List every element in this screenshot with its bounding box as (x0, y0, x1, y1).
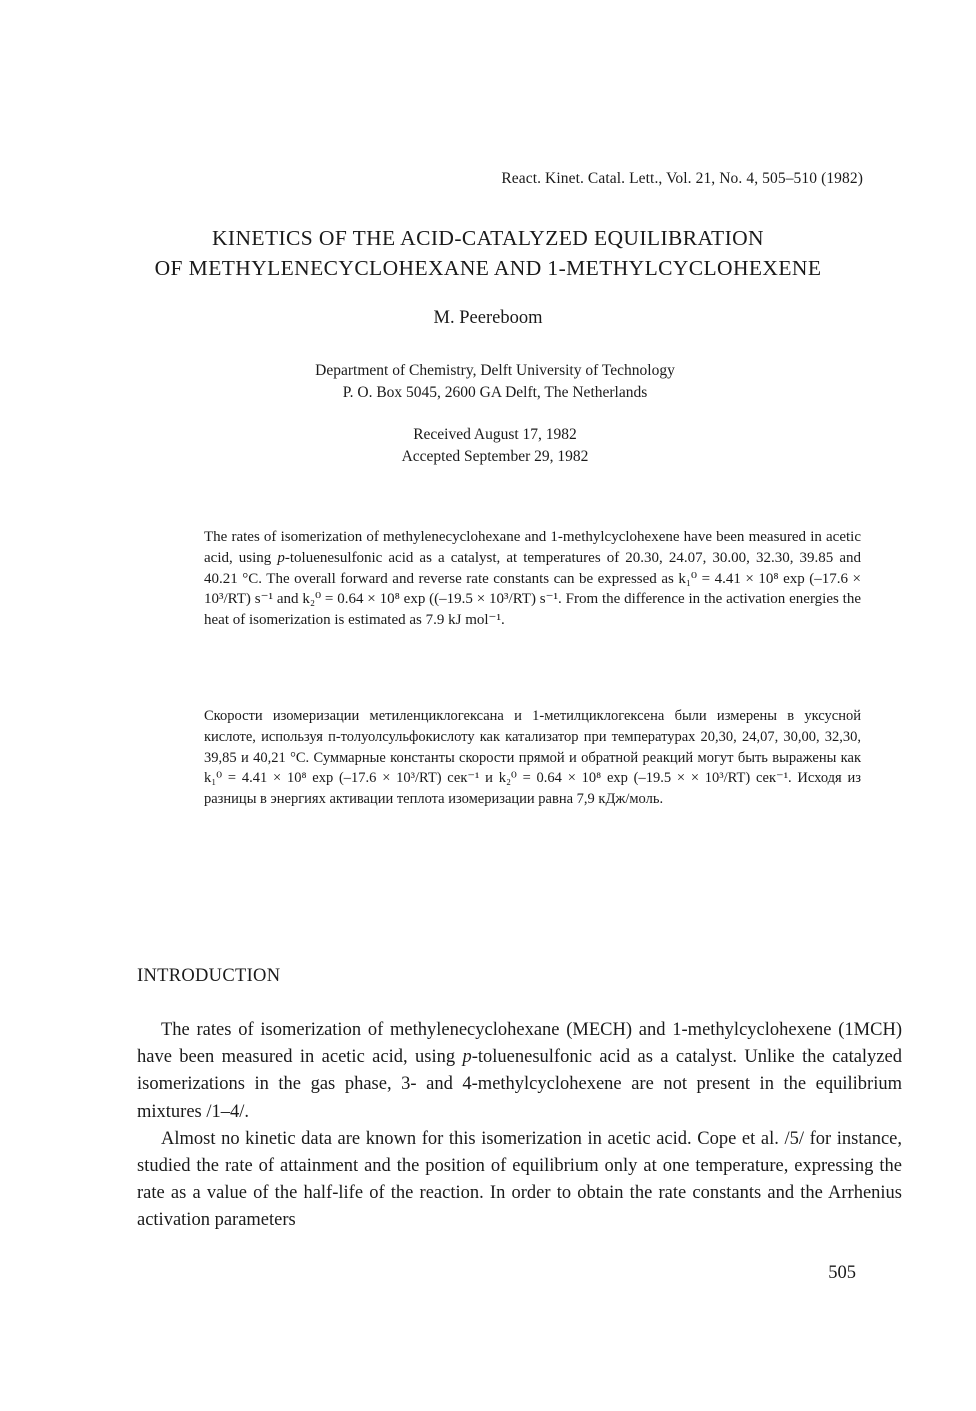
abstract-english (204, 527, 861, 631)
affiliation-line-1: Department of Chemistry, Delft University of Technology (315, 362, 675, 379)
journal-citation: React. Kinet. Catal. Lett., Vol. 21, No. 4, 505–510 (1982) (501, 170, 863, 187)
paper-title (0, 223, 976, 283)
abstract-english-text: The rates of isomerization of methylenecyclohexane and 1-methylcyclohexene have been measured in acetic acid, using p-toluenesulfonic acid as a catalyst, at temperatures of 20.30, 24.07, 30.00, 32.30, 39.85 and 40.21 °C. The overall forward and reverse rate constants can be expressed as k₁⁰ = 4.41 × 10⁸ exp (–17.6 × 10³/RT) s⁻¹ and k₂⁰ = 0.64 × 10⁸ exp ((–19.5 × 10³/RT) s⁻¹. From the difference in the activation energies the heat of isomerization is estimated as 7.9 kJ mol⁻¹. (204, 529, 861, 629)
received-date: Received August 17, 1982 (413, 426, 577, 443)
dates (0, 424, 976, 468)
introduction-paragraph-2: Almost no kinetic data are known for this isomerization in acetic acid. Cope et al. /5/ for instance, studied the rate of attainment and the position of equilibrium only at one temperature, expressing the rate as a value of the half-life of the reaction. In order to obtain the rate constants and the Arrhenius activation parameters (137, 1128, 902, 1231)
introduction-body (137, 1017, 902, 1235)
introduction-paragraph-1: The rates of isomerization of methylenecyclohexane (MECH) and 1-methylcyclohexene (1MCH) have been measured in acetic acid, using p-toluenesulfonic acid as a catalyst. Unlike the catalyzed isomerizations in the gas phase, 3- and 4-methylcyclohexene are not present in the equilibrium mixtures /1–4/. (137, 1020, 902, 1122)
page-number: 505 (828, 1263, 856, 1283)
section-heading-introduction: INTRODUCTION (137, 966, 281, 986)
abstract-russian (204, 706, 861, 810)
affiliation-line-2: P. O. Box 5045, 2600 GA Delft, The Netherlands (342, 384, 648, 401)
author-name: M. Peereboom (433, 308, 543, 328)
abstract-russian-text: Скорости изомеризации метиленциклогексана и 1-метилциклогексена были измерены в уксусной кислоте, используя п-толуолсульфокислоту как катализатор при температурах 20,30, 24,07, 30,00, 32,30, 39,85 и 40,21 °С. Суммарные константы скорости прямой и обратной реакций могут быть выражены как k₁⁰ = 4.41 × 10⁸ exp (–17.6 × 10³/RT) сек⁻¹ и k₂⁰ = 0.64 × 10⁸ exp (–19.5 × × 10³/RT) сек⁻¹. Исходя из разницы в энергиях активации теплота изомеризации равна 7,9 кДж/моль. (204, 708, 861, 808)
title-line-1: KINETICS OF THE ACID-CATALYZED EQUILIBRATION (212, 226, 764, 250)
title-line-2: OF METHYLENECYCLOHEXANE AND 1-METHYLCYCLOHEXENE (154, 256, 822, 280)
accepted-date: Accepted September 29, 1982 (401, 448, 589, 465)
affiliation (0, 360, 976, 404)
